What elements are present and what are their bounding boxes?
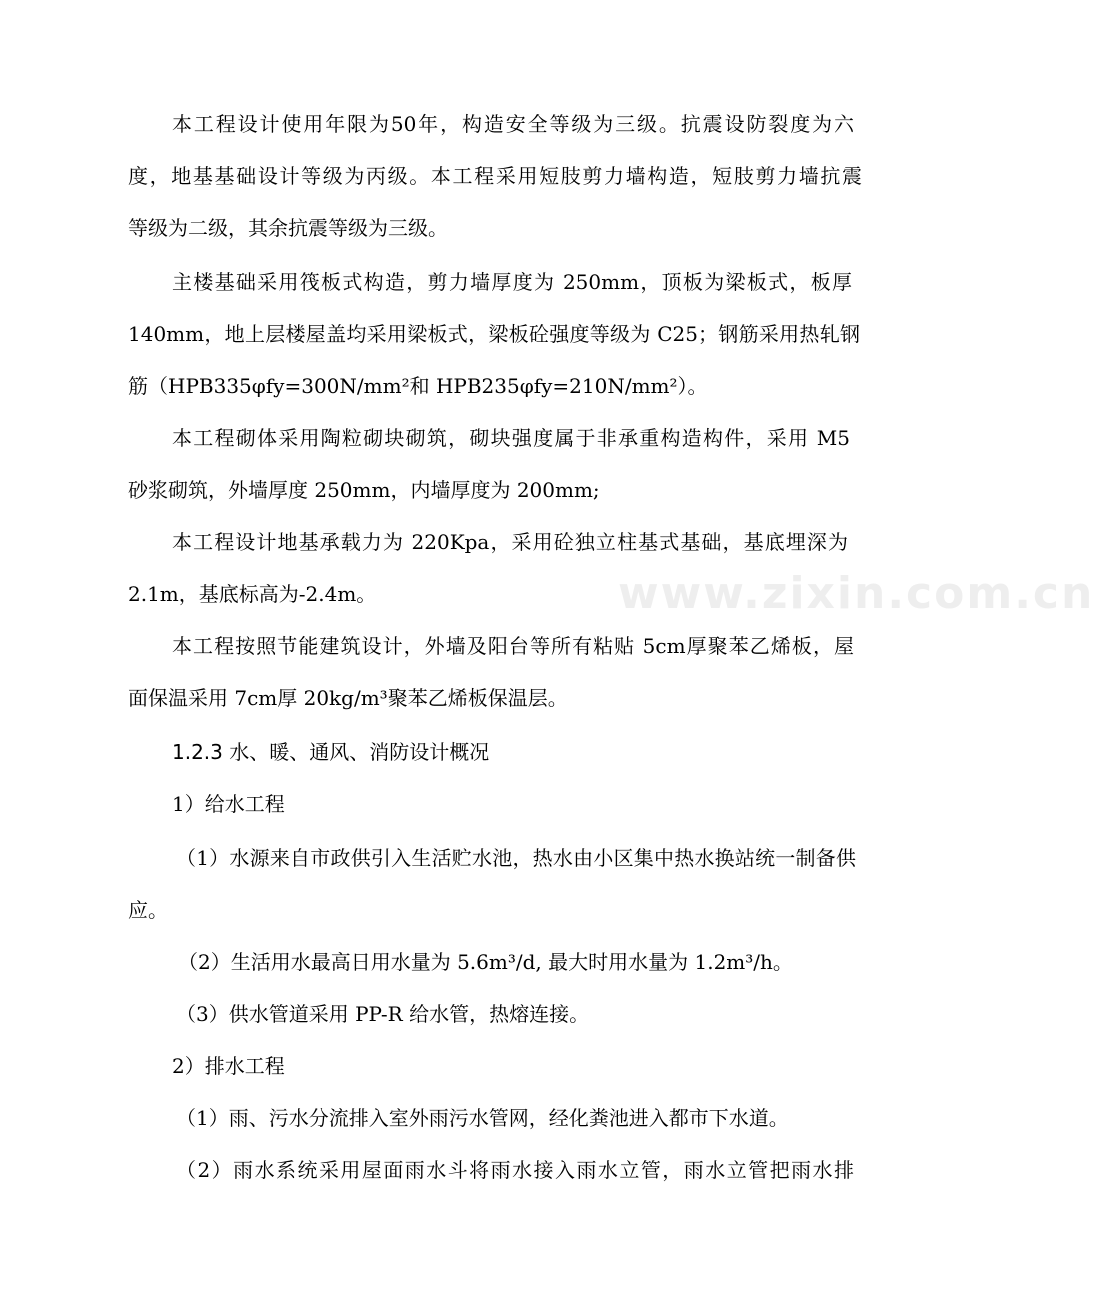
p5-line-1: 本工程按照节能建筑设计，外墙及阳台等所有粘贴 5cm厚聚苯乙烯板，屋 <box>172 634 854 658</box>
p3-line-2: 砂浆砌筑，外墙厚度 250mm，内墙厚度为 200mm; <box>128 478 600 502</box>
water-supply-item-3: （3）供水管道采用 PP-R 给水管，热熔连接。 <box>176 1002 590 1026</box>
watermark: www.zixin.com.cn <box>618 568 1094 619</box>
p1-line-3: 等级为二级，其余抗震等级为三级。 <box>128 216 448 240</box>
section-heading: 1.2.3 水、暖、通风、消防设计概况 <box>172 740 490 764</box>
p3-line-1: 本工程砌体采用陶粒砌块砌筑，砌块强度属于非承重构造构件，采用 M5 <box>172 426 850 450</box>
p4-line-2: 2.1m，基底标高为-2.4m。 <box>128 582 377 606</box>
p2-line-3: 筋（HPB335φfy=300N/mm²和 HPB235φfy=210N/mm²）。 <box>128 374 708 398</box>
water-supply-item-2: （2）生活用水最高日用水量为 5.6m³/d, 最大时用水量为 1.2m³/h。 <box>178 950 793 974</box>
p2-line-2: 140mm，地上层楼屋盖均采用梁板式，梁板砼强度等级为 C25；钢筋采用热轧钢 <box>128 322 860 346</box>
drainage-title: 2）排水工程 <box>172 1054 285 1078</box>
water-supply-title: 1）给水工程 <box>172 792 285 816</box>
water-supply-item-1-line-2: 应。 <box>128 898 168 922</box>
p4-line-1: 本工程设计地基承载力为 220Kpa，采用砼独立柱基式基础，基底埋深为 <box>172 530 848 554</box>
p1-line-1: 本工程设计使用年限为50年，构造安全等级为三级。抗震设防裂度为六 <box>172 112 854 136</box>
water-supply-item-1-line-1: （1）水源来自市政供引入生活贮水池，热水由小区集中热水换站统一制备供 <box>176 846 856 870</box>
p2-line-1: 主楼基础采用筏板式构造，剪力墙厚度为 250mm，顶板为梁板式，板厚 <box>172 270 852 294</box>
p1-line-2: 度，地基基础设计等级为丙级。本工程采用短肢剪力墙构造，短肢剪力墙抗震 <box>128 164 862 188</box>
p5-line-2: 面保温采用 7cm厚 20kg/m³聚苯乙烯板保温层。 <box>128 686 568 710</box>
drainage-item-2: （2）雨水系统采用屋面雨水斗将雨水接入雨水立管，雨水立管把雨水排 <box>176 1158 854 1182</box>
drainage-item-1: （1）雨、污水分流排入室外雨污水管网，经化粪池进入都市下水道。 <box>176 1106 789 1130</box>
